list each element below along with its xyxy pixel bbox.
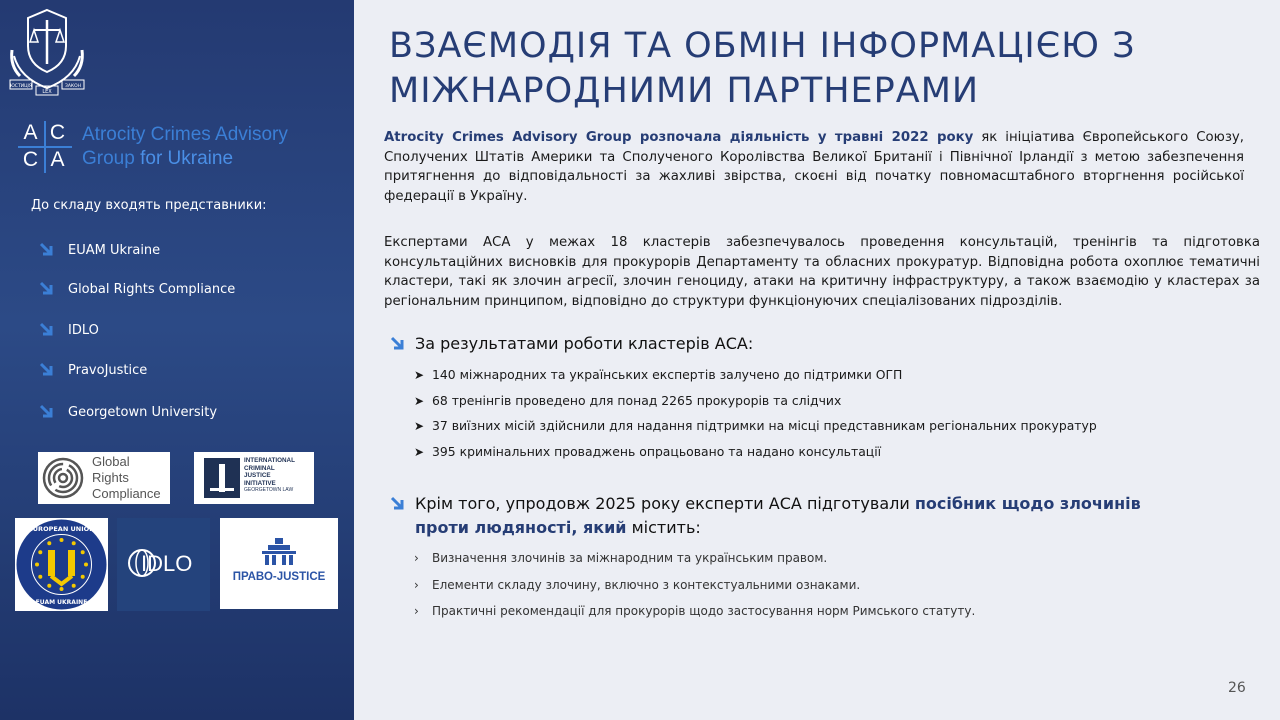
- aca-name-line-2b: for Ukraine: [140, 148, 234, 169]
- member-label: PravoJustice: [68, 362, 148, 378]
- arrow-down-right-icon: [389, 335, 407, 353]
- results-item: [414, 417, 1097, 435]
- grc-line-1: Global: [92, 454, 130, 469]
- chevron-right-icon: ➤: [414, 419, 425, 433]
- chevron-right-icon: ➤: [414, 445, 425, 459]
- manual-heading-hl-2: проти людяності, який: [415, 518, 627, 537]
- member-item: [38, 278, 235, 300]
- member-item: [38, 401, 217, 423]
- results-item-text: 68 тренінгів проведено для понад 2265 прокурорів та слідчих: [432, 393, 842, 408]
- emblem-motto-2: LEX: [42, 89, 52, 95]
- grc-line-3: Compliance: [92, 486, 161, 501]
- members-title: До складу входять представники:: [31, 198, 267, 213]
- euam-bottom-text: EUAM UKRAINE: [35, 599, 88, 606]
- aca-letter-3: C: [22, 148, 39, 171]
- aca-name-line-2a: Group: [82, 148, 141, 169]
- clusters-paragraph: Експертами АСА у межах 18 кластерів забезпечувалось проведення консультацій, тренінгів та підготовка консультаційних висновків для прокурорів Департаменту та обласних прокуратур. Відповідна робота охоплює тематичні кластери, такі як злочин агресії, злочин геноциду, атаки на критичну інфраструктуру, а також взаємодію у кластерах за регіональним принципом, відповідно до структури функціонуючих спеціалізованих підрозділів.: [384, 235, 1260, 309]
- results-item-text: 395 кримінальних проваджень опрацьовано та надано консультації: [432, 444, 882, 459]
- results-item: [414, 366, 902, 384]
- manual-item: [414, 549, 827, 567]
- results-item: [414, 392, 841, 410]
- results-item-text: 140 міжнародних та українських експертів залучено до підтримки ОГП: [432, 367, 903, 382]
- arrow-down-right-icon: [38, 361, 56, 379]
- chevron-right-icon: ➤: [414, 394, 425, 408]
- member-item: [38, 239, 160, 261]
- icji-mark-icon: [204, 458, 240, 498]
- aca-name: [82, 123, 322, 171]
- manual-heading-hl-1: посібник щодо злочинів: [914, 494, 1141, 513]
- aca-letter-2: C: [49, 121, 66, 144]
- results-heading-text: За результатами роботи кластерів АСА:: [415, 334, 754, 353]
- intro-paragraph: [384, 128, 1244, 206]
- results-item-text: 37 виїзних місій здійснили для надання підтримки на місці представникам регіональних прокуратур: [432, 418, 1097, 433]
- aca-logo: [18, 121, 318, 173]
- member-item: [38, 319, 99, 341]
- arrow-down-right-icon: [38, 241, 56, 259]
- emblem-motto-1: ЮСТИЦІЯ: [9, 84, 33, 89]
- manual-item-text: Практичні рекомендації для прокурорів щодо застосування норм Римського статуту.: [432, 604, 976, 618]
- arrow-down-right-icon: [38, 321, 56, 339]
- pravo-justice-logo: [220, 518, 338, 609]
- icji-line-3: JUSTICE: [244, 472, 271, 479]
- icji-line-2: CRIMINAL: [244, 464, 275, 472]
- manual-item: [414, 602, 975, 620]
- icji-line-1: INTERNATIONAL: [244, 457, 295, 464]
- manual-heading-text-1: Крім того, упродовж 2025 року експерти АСА підготували: [415, 494, 915, 513]
- manual-item: [414, 576, 860, 594]
- fingerprint-icon: [41, 456, 85, 500]
- member-label: Global Rights Compliance: [68, 281, 236, 297]
- chevron-right-icon: ›: [414, 578, 419, 592]
- grc-line-2: Rights: [92, 470, 129, 485]
- aca-name-line-1: Atrocity Crimes Advisory: [82, 124, 288, 145]
- euam-logo: [15, 518, 108, 611]
- aca-letter-4: A: [50, 148, 65, 171]
- chevron-right-icon: ›: [414, 551, 419, 565]
- page-title: [389, 24, 1249, 114]
- pravo-justice-text: ПРАВО-JUSTICE: [232, 571, 326, 583]
- page-number: 26: [1228, 680, 1246, 696]
- intro-highlight: Atrocity Crimes Advisory Group розпочала діяльність у травні 2022 року: [384, 130, 974, 145]
- idlo-text: IDLO: [141, 551, 193, 576]
- chevron-right-icon: ›: [414, 604, 419, 618]
- icji-line-5: GEORGETOWN LAW: [244, 487, 294, 493]
- arrow-down-right-icon: [38, 403, 56, 421]
- building-icon: [260, 536, 298, 566]
- member-label: IDLO: [68, 322, 99, 338]
- manual-heading: [389, 492, 1149, 540]
- arrow-down-right-icon: [38, 280, 56, 298]
- member-label: Georgetown University: [68, 404, 218, 420]
- left-panel: [0, 0, 354, 720]
- euam-top-text: EUROPEAN UNION: [28, 525, 95, 533]
- chevron-right-icon: ➤: [414, 368, 425, 382]
- aca-logo-grid: [18, 121, 72, 173]
- icji-line-4: INITIATIVE: [244, 479, 276, 487]
- eu-stars-icon: [15, 518, 108, 611]
- arrow-down-right-icon: [389, 495, 407, 513]
- prosecutor-emblem-icon: [6, 6, 88, 100]
- manual-heading-text-2: містить:: [626, 518, 701, 537]
- aca-letter-1: A: [23, 121, 38, 144]
- page-title-line-2: МІЖНАРОДНИМИ ПАРТНЕРАМИ: [389, 71, 980, 111]
- member-item: [38, 359, 147, 381]
- icji-logo: [194, 452, 314, 504]
- manual-item-text: Визначення злочинів за міжнародним та українським правом.: [432, 551, 828, 565]
- manual-item-text: Елементи складу злочину, включно з контекстуальними ознаками.: [432, 578, 861, 592]
- page-title-line-1: ВЗАЄМОДІЯ ТА ОБМІН ІНФОРМАЦІЄЮ З: [389, 26, 1136, 66]
- grc-logo: [38, 452, 170, 504]
- idlo-logo: [117, 518, 210, 611]
- intro-text: як ініціатива Європейського Союзу, Сполучених Штатів Америки та Сполученого Королівства Великої Британії і Північної Ірландії з метою забезпечення притягнення до відповідальності за жахливі звірства, скоєні від початку повномасштабного вторгнення російської федерації в Україну.: [384, 130, 1244, 204]
- member-label: EUAM Ukraine: [68, 242, 161, 258]
- results-heading: [389, 332, 753, 356]
- results-item: [414, 443, 881, 461]
- emblem-motto-3: ЗАКОН: [64, 84, 82, 89]
